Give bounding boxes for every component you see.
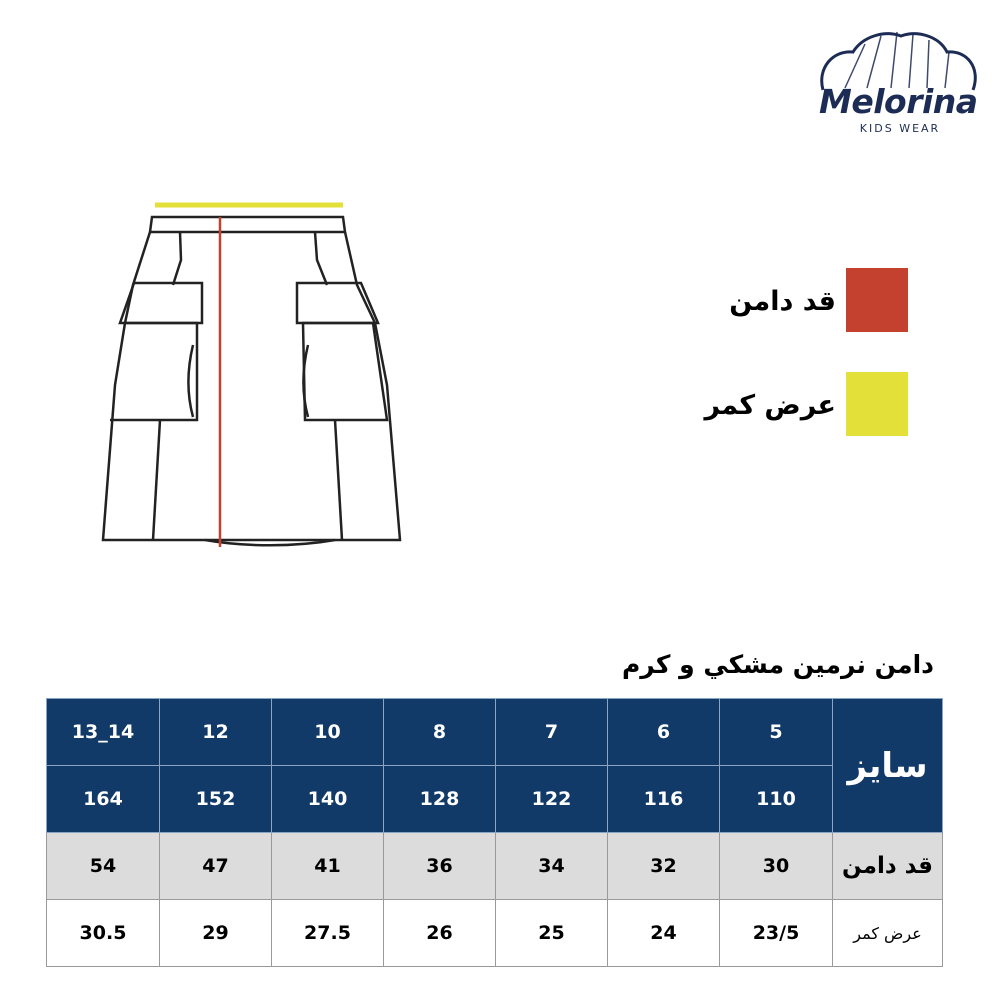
- legend-label-length: قد دامن: [729, 285, 836, 317]
- skirt-diagram: [95, 195, 415, 555]
- height-cell: 122: [496, 766, 608, 833]
- size-row: [47, 699, 943, 766]
- table-cell: 27.5: [272, 900, 384, 967]
- table-cell: 29: [160, 900, 272, 967]
- table-cell: 32: [608, 833, 720, 900]
- row-label-length: قد دامن: [833, 833, 943, 900]
- skirt-outline: [103, 217, 400, 545]
- table-cell: 26: [384, 900, 496, 967]
- waist-width-row: [47, 900, 943, 967]
- table-cell: 41: [272, 833, 384, 900]
- height-row: [47, 766, 943, 833]
- product-title: دامن نرمين مشكي و كرم: [621, 650, 934, 679]
- size-cell: 13_14: [47, 699, 160, 766]
- size-cell: 5: [720, 699, 833, 766]
- size-header-label: سایز: [833, 699, 943, 833]
- table-cell: 54: [47, 833, 160, 900]
- legend-item-length: [600, 268, 908, 334]
- brand-logo: [805, 28, 985, 140]
- height-cell: 128: [384, 766, 496, 833]
- height-cell: 110: [720, 766, 833, 833]
- height-cell: 152: [160, 766, 272, 833]
- table-cell: 36: [384, 833, 496, 900]
- size-cell: 8: [384, 699, 496, 766]
- table-cell: 30.5: [47, 900, 160, 967]
- table-cell: 25: [496, 900, 608, 967]
- legend-label-waist: عرض کمر: [704, 389, 836, 421]
- size-table: [46, 698, 943, 967]
- row-label-waist: عرض کمر: [833, 900, 943, 967]
- table-cell: 24: [608, 900, 720, 967]
- size-cell: 7: [496, 699, 608, 766]
- legend-swatch-length: [846, 268, 908, 332]
- table-cell: 30: [720, 833, 833, 900]
- height-cell: 164: [47, 766, 160, 833]
- size-cell: 10: [272, 699, 384, 766]
- legend-swatch-waist: [846, 372, 908, 436]
- size-cell: 6: [608, 699, 720, 766]
- height-cell: 140: [272, 766, 384, 833]
- table-cell: 23/5: [720, 900, 833, 967]
- size-cell: 12: [160, 699, 272, 766]
- brand-name: Melorina: [819, 82, 978, 121]
- table-cell: 47: [160, 833, 272, 900]
- brand-tagline: KIDS WEAR: [859, 122, 941, 135]
- table-cell: 34: [496, 833, 608, 900]
- height-cell: 116: [608, 766, 720, 833]
- skirt-length-row: [47, 833, 943, 900]
- legend-item-waist: [600, 372, 908, 438]
